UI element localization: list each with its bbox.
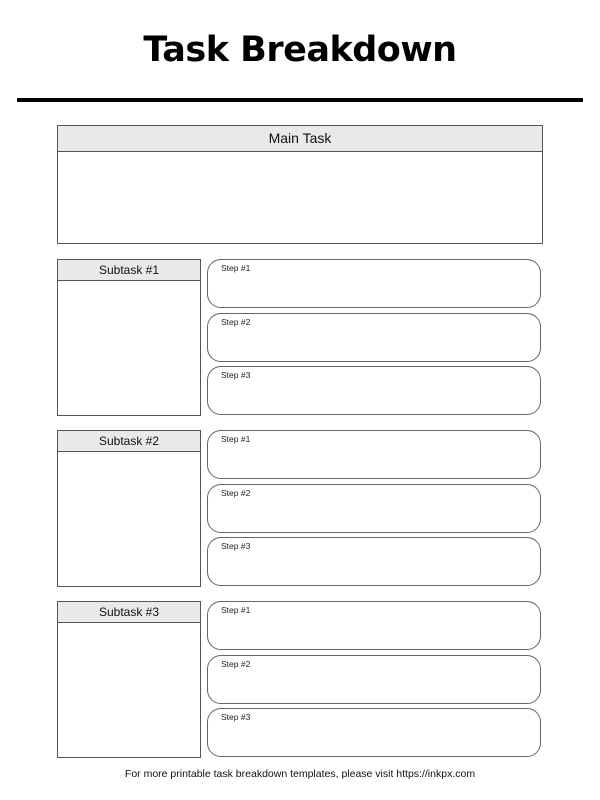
subtask-1-step-2[interactable] — [207, 313, 541, 362]
subtask-3-step-2[interactable] — [207, 655, 541, 704]
subtask-1-step-1[interactable] — [207, 259, 541, 308]
page-title: Task Breakdown — [143, 30, 457, 70]
step-label: Step #1 — [221, 434, 251, 444]
subtask-2-step-2[interactable] — [207, 484, 541, 533]
subtask-2-step-1[interactable] — [207, 430, 541, 479]
step-label: Step #2 — [221, 317, 251, 327]
subtask-2-header: Subtask #2 — [58, 431, 200, 452]
subtask-3-box[interactable] — [57, 601, 201, 758]
step-label: Step #3 — [221, 541, 251, 551]
step-label: Step #3 — [221, 712, 251, 722]
step-label: Step #1 — [221, 605, 251, 615]
footer-note: For more printable task breakdown templates, please visit https://inkpx.com — [124, 768, 476, 780]
step-label: Step #2 — [221, 488, 251, 498]
subtask-1-box[interactable] — [57, 259, 201, 416]
step-label: Step #2 — [221, 659, 251, 669]
step-label: Step #3 — [221, 370, 251, 380]
subtask-2-box[interactable] — [57, 430, 201, 587]
subtask-3-step-1[interactable] — [207, 601, 541, 650]
subtask-2-step-3[interactable] — [207, 537, 541, 586]
subtask-3-step-3[interactable] — [207, 708, 541, 757]
subtask-1-step-3[interactable] — [207, 366, 541, 415]
subtask-3-header: Subtask #3 — [58, 602, 200, 623]
main-task-box[interactable] — [57, 125, 543, 244]
title-divider — [17, 98, 583, 102]
main-task-header: Main Task — [58, 126, 542, 152]
step-label: Step #1 — [221, 263, 251, 273]
subtask-1-header: Subtask #1 — [58, 260, 200, 281]
